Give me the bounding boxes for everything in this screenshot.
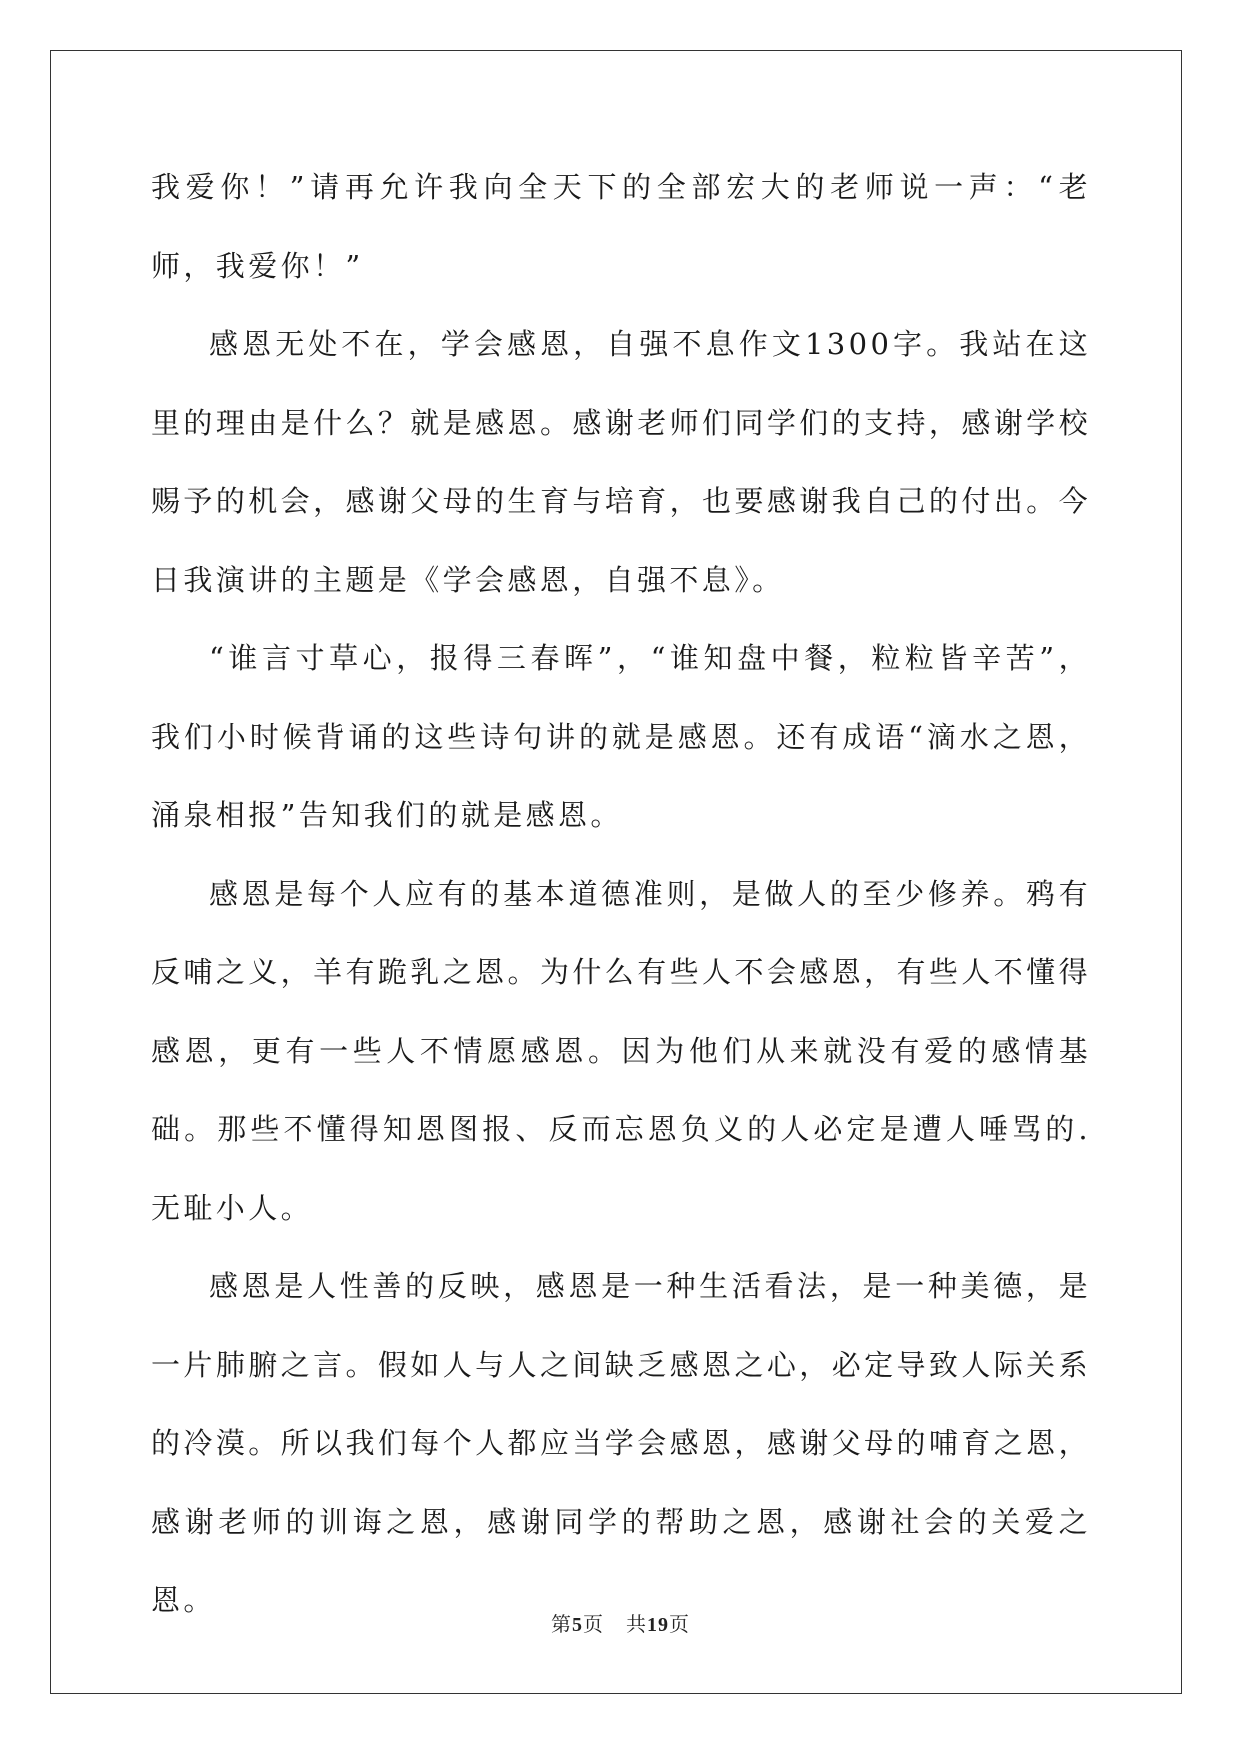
paragraph-2: 感恩无处不在，学会感恩，自强不息作文1300字。我站在这里的理由是什么？就是感恩。感谢老师们同学们的支持，感谢学校赐予的机会，感谢父母的生育与培育，也要感谢我自己的付出。今日我演讲的主题是《学会感恩，自强不息》。 [151,327,1091,597]
paragraph-4: 感恩是每个人应有的基本道德准则，是做人的至少修养。鸦有反哺之义，羊有跪乳之恩。为什么有些人不会感恩，有些人不懂得感恩，更有一些人不情愿感恩。因为他们从来就没有爱的感情基础。那些不懂得知恩图报、反而忘恩负义的人必定是遭人唾骂的.无耻小人。 [151,876,1091,1225]
footer-prefix: 第 [551,1612,572,1636]
document-body [151,148,1091,1640]
current-page-number: 5 [572,1614,583,1636]
footer-total-prefix: 共 [626,1612,647,1636]
total-page-count: 19 [647,1614,669,1636]
footer-page-suffix: 页 [583,1612,604,1636]
paragraph-3: “谁言寸草心，报得三春晖”，“谁知盘中餐，粒粒皆辛苦”，我们小时候背诵的这些诗句讲的就是感恩。还有成语“滴水之恩，涌泉相报”告知我们的就是感恩。 [151,641,1091,832]
footer-total-suffix: 页 [669,1612,690,1636]
paragraph-1: 我爱你！”请再允许我向全天下的全部宏大的老师说一声：“老师，我爱你！” [151,170,1091,283]
page-footer [0,1608,1241,1637]
paragraph-5: 感恩是人性善的反映，感恩是一种生活看法，是一种美德，是一片肺腑之言。假如人与人之间缺乏感恩之心，必定导致人际关系的冷漠。所以我们每个人都应当学会感恩，感谢父母的哺育之恩，感谢老师的训诲之恩，感谢同学的帮助之恩，感谢社会的关爱之恩。 [151,1269,1091,1617]
